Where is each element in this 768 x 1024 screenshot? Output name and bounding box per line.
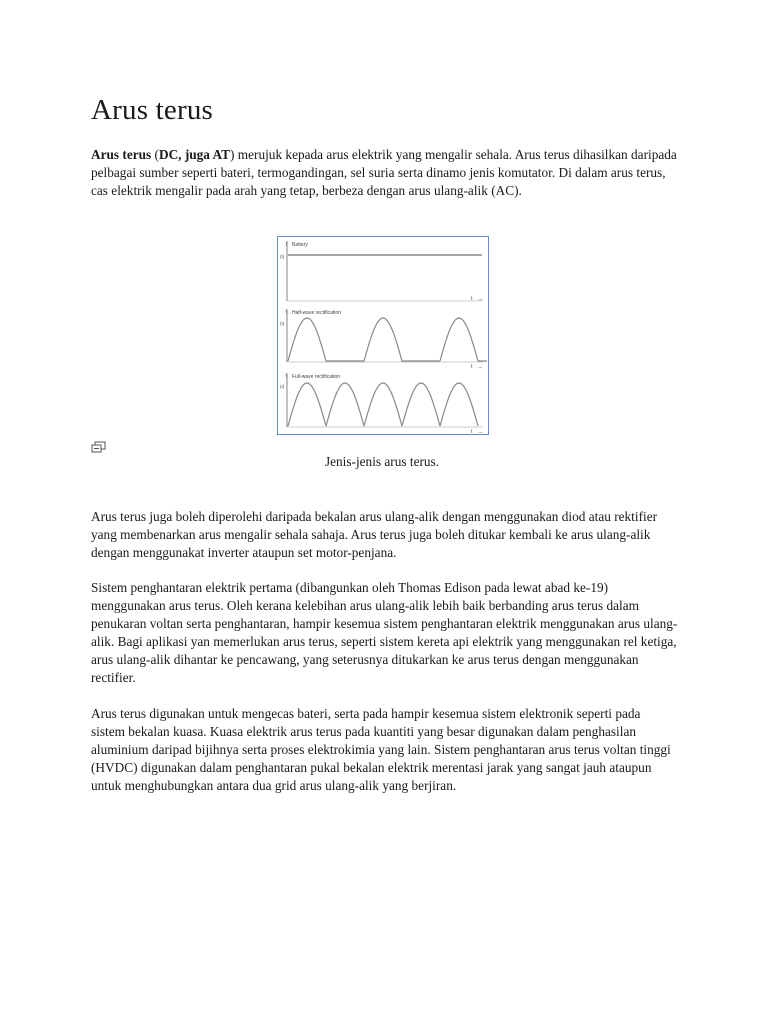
full-wave-panel-label: Full-wave rectification [292, 374, 341, 380]
paragraph-applications: Arus terus digunakan untuk mengecas bateri, serta pada hampir kesemua sistem elektronik seperti pada sistem bekalan kuasa. Kuasa elektrik arus terus pada kuantiti yang besar digunakan dalam penghasilan aluminium daripad bijihnya serta proses elektrokimia yang lain. Sistem penghantaran arus terus voltan tinggi (HVDC) digunakan dalam penghantaran pukal bekalan elektrik merentasi jarak yang sangat jauh ataupun untuk menghubungkan antara dua grid arus ulang-alik yang berjiran. [91, 706, 671, 793]
dc-types-figure[interactable] [277, 236, 489, 435]
page-title: Arus terus [91, 94, 214, 126]
battery-x-label: t [471, 296, 473, 302]
intro-paragraph [91, 146, 681, 200]
full-wave-x-arrow: → [477, 429, 483, 433]
intro-open-paren: ( [151, 147, 159, 162]
intro-abbreviation: DC, juga AT [158, 147, 231, 162]
half-wave-panel-label: Half-wave rectification [292, 310, 341, 316]
full-wave-panel [280, 373, 483, 433]
half-wave-panel [280, 309, 487, 371]
battery-y-label: (I) [280, 254, 285, 259]
full-wave-curve [288, 383, 478, 426]
battery-y-arrow: ↑ [284, 242, 288, 248]
half-wave-x-arrow: → [477, 364, 483, 371]
half-wave-x-label: t [471, 364, 473, 370]
half-wave-curve [288, 318, 487, 361]
paragraph-rectification: Arus terus juga boleh diperolehi daripada bekalan arus ulang-alik dengan menggunakan diod atau rektifier yang membenarkan arus mengalir sehala sahaja. Arus terus juga boleh ditukar kembali ke arus ulang-alik dengan menggunakat inverter ataupun set motor-penjana. [91, 509, 658, 560]
battery-panel-label: Battery [292, 242, 308, 248]
battery-x-arrow: → [477, 296, 483, 303]
paragraph-history: Sistem penghantaran elektrik pertama (dibangunkan oleh Thomas Edison pada lewat abad ke-19) menggunakan arus terus. Oleh kerana kelebihan arus ulang-alik lebih baik berbanding arus terus dalam penukaran voltan serta penghantaran, hampir kesemua sistem penghantaran elektrik menggunakan arus ulang-alik. Bagi aplikasi yan memerlukan arus terus, seperti sistem kereta api elektrik yang menggunakan rel ketiga, arus ulang-alik dihantar ke pencawang, yang seterusnya ditukarkan ke arus terus dengan menggunakan rectifier. [91, 580, 678, 685]
half-wave-y-label: (I) [280, 321, 285, 326]
intro-text: ) merujuk kepada arus elektrik yang mengalir sehala. Arus terus dihasilkan daripada pelbagai sumber seperti bateri, termogandingan, sel suria serta dinamo jenis komutator. Di dalam arus terus, cas elektrik mengalir pada arah yang tetap, berbeza dengan arus ulang-alik (AC). [91, 147, 677, 198]
full-wave-y-arrow: ↑ [284, 374, 288, 380]
battery-panel [280, 241, 483, 303]
full-wave-x-label: t [471, 429, 473, 433]
enlarge-image-icon[interactable] [91, 441, 107, 453]
figure-caption: Jenis-jenis arus terus. [324, 454, 440, 469]
full-wave-y-label: (I) [280, 384, 285, 389]
intro-term: Arus terus [91, 147, 152, 162]
half-wave-y-arrow: ↑ [284, 310, 288, 316]
dc-waveform-diagram [278, 237, 487, 433]
